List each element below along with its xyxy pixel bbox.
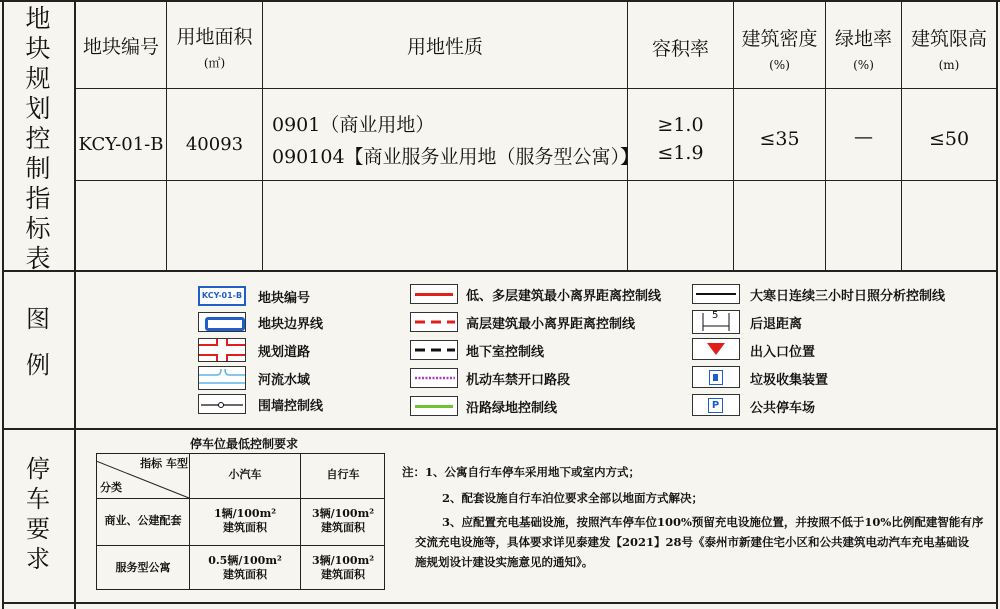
parking-row-2-bike bbox=[301, 554, 385, 582]
border-top bbox=[0, 0, 1000, 2]
parking-row-1-car bbox=[190, 507, 300, 535]
table-row-divider bbox=[75, 180, 997, 181]
parking-row-1-car-unit: 建筑面积 bbox=[223, 521, 267, 534]
parking-note-4: 交流充电设施等，具体要求详见泰建发【2021】28号《泰州市新建住宅小区和公共建筑电动汽车充电基础设 bbox=[415, 535, 970, 549]
legend-label-low-rise: 低、多层建筑最小离界距离控制线 bbox=[466, 289, 662, 304]
legend-parking-icon bbox=[692, 394, 740, 416]
legend-label-river: 河流水域 bbox=[258, 373, 311, 388]
boundary-shape bbox=[205, 317, 245, 331]
high-rise-line bbox=[411, 313, 457, 331]
cell-density: ≤35 bbox=[759, 128, 800, 150]
side-title-legend bbox=[18, 296, 58, 388]
header-green-unit: (%) bbox=[853, 58, 874, 72]
legend-label-basement: 地下室控制线 bbox=[466, 345, 545, 360]
header-land-use: 用地性质 bbox=[406, 36, 483, 58]
parking-row-1-car-value: 1辆/100m² bbox=[213, 507, 277, 520]
legend-label-wall: 围墙控制线 bbox=[258, 399, 324, 414]
cell-green: — bbox=[854, 126, 873, 148]
parking-row-2-bike-value: 3辆/100m² bbox=[311, 554, 375, 567]
cell-plot-id: KCY-01-B bbox=[78, 134, 164, 155]
cell-area: 40093 bbox=[185, 134, 244, 155]
parking-note-2: 2、配套设施自行车泊位要求全部以地面方式解决； bbox=[442, 491, 703, 505]
legend-label-parking: 公共停车场 bbox=[750, 401, 816, 416]
header-density: 建筑密度 bbox=[741, 28, 818, 50]
legend-boundary-icon bbox=[198, 312, 246, 332]
legend-label-setback: 后退距离 bbox=[750, 317, 803, 332]
low-rise-line bbox=[415, 293, 453, 296]
legend-garbage-icon bbox=[692, 366, 740, 388]
legend-label-garbage: 垃圾收集装置 bbox=[750, 373, 829, 388]
parking-row-1-cat: 商业、公建配套 bbox=[104, 514, 182, 527]
legend-label-high-rise: 高层建筑最小离界距离控制线 bbox=[466, 317, 636, 332]
parking-row-1-bike-value: 3辆/100m² bbox=[311, 507, 375, 520]
legend-wall-icon bbox=[198, 394, 246, 414]
legend-label-green-line: 沿路绿地控制线 bbox=[466, 401, 558, 416]
legend-river-icon bbox=[198, 366, 246, 390]
parking-note-5: 施规划设计建设实施意见的通知》。 bbox=[415, 555, 594, 569]
green-line bbox=[415, 405, 453, 408]
header-green: 绿地率 bbox=[834, 28, 892, 50]
parking-note-1: 注：1、公寓自行车停车采用地下或室内方式； bbox=[402, 465, 640, 479]
parking-col-car: 小汽车 bbox=[228, 468, 262, 481]
legend-low-rise-icon bbox=[410, 284, 458, 304]
parking-corner-bottom: 分类 bbox=[100, 481, 122, 494]
side-title-indicators-text: 地 块 规 划 控 制 指 标 表 bbox=[25, 4, 51, 273]
basement-line bbox=[411, 341, 457, 359]
legend-label-boundary: 地块边界线 bbox=[258, 317, 324, 332]
garbage-bin-icon bbox=[709, 370, 723, 385]
header-area: 用地面积 bbox=[176, 26, 253, 48]
legend-green-line-icon bbox=[410, 396, 458, 416]
parking-row-1-bike bbox=[301, 507, 385, 535]
parking-corner-top: 指标 车型 bbox=[140, 457, 188, 470]
setback-value: 5 bbox=[712, 310, 719, 321]
legend-sunlight-icon bbox=[692, 284, 740, 304]
section-divider-3 bbox=[2, 602, 998, 604]
table-header-divider bbox=[75, 88, 997, 89]
legend-label-sunlight: 大寒日连续三小时日照分析控制线 bbox=[750, 289, 946, 304]
river-shape bbox=[199, 367, 245, 389]
side-title-parking-text: 停 车 要 求 bbox=[26, 455, 50, 573]
parking-p-icon: P bbox=[708, 398, 723, 413]
legend-plot-id-icon-text: KCY-01-B bbox=[201, 291, 243, 300]
legend-setback-icon bbox=[692, 310, 740, 334]
side-column-divider bbox=[74, 0, 76, 609]
header-plot-id: 地块编号 bbox=[82, 36, 159, 58]
side-title-legend-text: 图 例 bbox=[26, 305, 50, 379]
header-height: 建筑限高 bbox=[910, 28, 987, 50]
parking-row-2-car-unit: 建筑面积 bbox=[223, 568, 267, 581]
header-height-unit: (m) bbox=[938, 58, 960, 72]
legend-basement-icon bbox=[410, 340, 458, 360]
cell-far-1: ≥1.0 bbox=[657, 114, 704, 136]
road-shape bbox=[199, 339, 245, 361]
cell-far-2: ≤1.9 bbox=[657, 142, 704, 164]
legend-label-road: 规划道路 bbox=[258, 345, 311, 360]
legend-road-icon bbox=[198, 338, 246, 362]
parking-table-title: 停车位最低控制要求 bbox=[190, 437, 299, 451]
border-right bbox=[996, 0, 998, 609]
section-divider-2 bbox=[2, 428, 998, 430]
parking-note-3: 3、应配置充电基础设施，按照汽车停车位100%预留充电设施位置，并按照不低于10%比例配建智能有序 bbox=[442, 515, 984, 529]
legend-no-opening-icon bbox=[410, 368, 458, 388]
cell-height: ≤50 bbox=[928, 128, 970, 150]
sunlight-line bbox=[696, 293, 736, 295]
no-opening-line bbox=[411, 369, 457, 387]
border-left bbox=[2, 0, 4, 609]
header-density-unit: (%) bbox=[769, 58, 790, 72]
legend-entrance-icon bbox=[692, 338, 740, 360]
parking-row-2-cat: 服务型公寓 bbox=[115, 561, 171, 574]
side-title-indicators bbox=[18, 4, 58, 274]
parking-col-bike: 自行车 bbox=[326, 468, 360, 481]
parking-row-line-2 bbox=[96, 545, 385, 546]
entrance-triangle-icon bbox=[693, 339, 739, 359]
garbage-bin-body bbox=[713, 374, 718, 381]
section-divider-1 bbox=[2, 270, 998, 272]
legend-high-rise-icon bbox=[410, 312, 458, 332]
parking-row-2-bike-unit: 建筑面积 bbox=[321, 568, 365, 581]
legend-label-plot-id: 地块编号 bbox=[258, 291, 311, 306]
legend-plot-id-icon bbox=[198, 286, 246, 306]
header-far: 容积率 bbox=[651, 38, 709, 60]
wall-shape bbox=[199, 395, 245, 413]
header-area-unit: (㎡) bbox=[203, 56, 226, 70]
side-title-parking bbox=[18, 454, 58, 574]
legend-label-no-opening: 机动车禁开口路段 bbox=[466, 373, 571, 388]
cell-land-use-2: 090104【商业服务业用地（服务型公寓）】 bbox=[272, 146, 640, 168]
cell-land-use-1: 0901（商业用地） bbox=[272, 114, 435, 136]
parking-row-1-bike-unit: 建筑面积 bbox=[321, 521, 365, 534]
legend-label-entrance: 出入口位置 bbox=[750, 345, 816, 360]
parking-row-2-car bbox=[190, 554, 300, 582]
parking-row-2-car-value: 0.5辆/100m² bbox=[208, 554, 282, 567]
